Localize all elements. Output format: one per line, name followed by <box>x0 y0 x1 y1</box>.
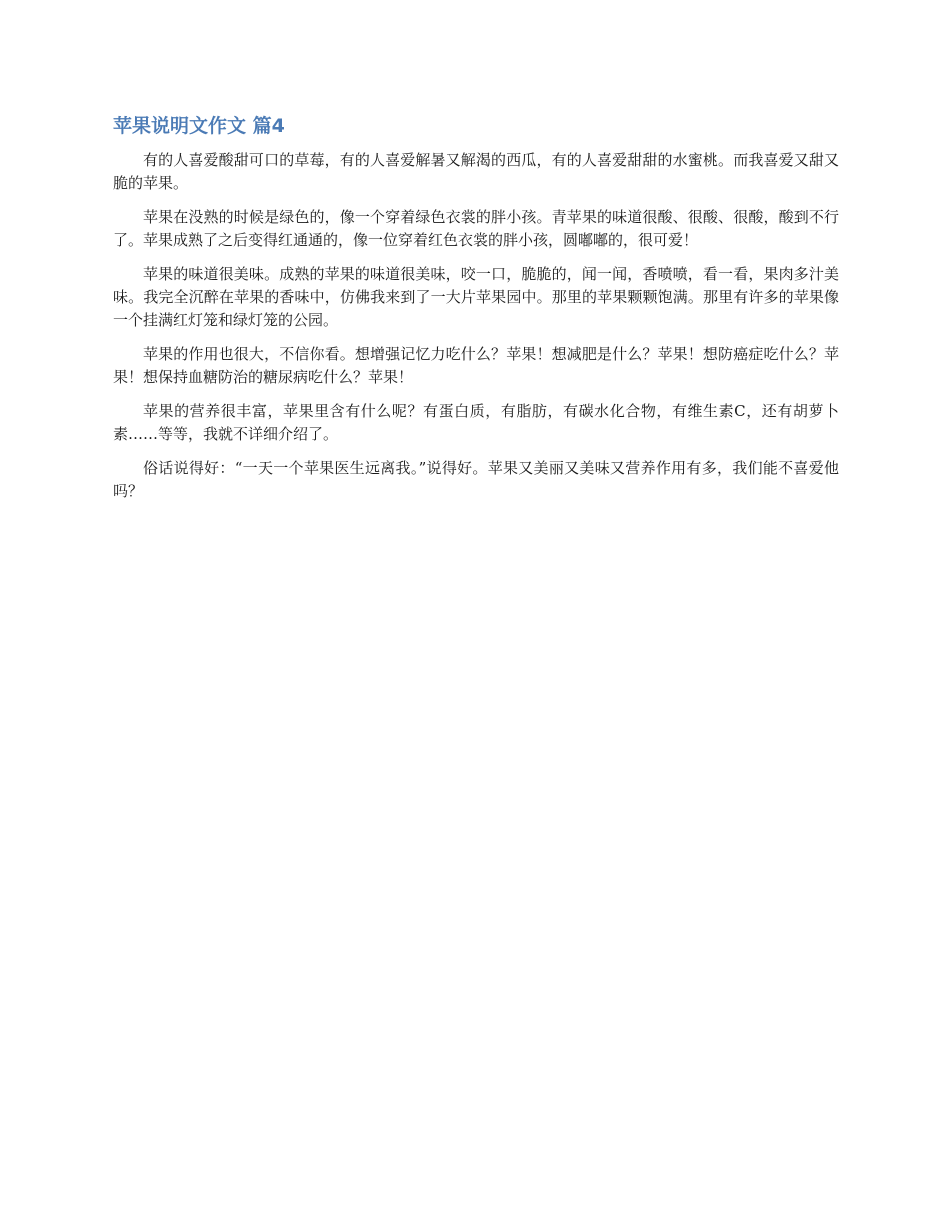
paragraph-2: 苹果在没熟的时候是绿色的，像一个穿着绿色衣裳的胖小孩。青苹果的味道很酸、很酸、很酸，酸到不行了。苹果成熟了之后变得红通通的，像一位穿着红色衣裳的胖小孩，圆嘟嘟的，很可爱！ <box>113 208 839 249</box>
document-heading: 苹果说明文作文 篇4 <box>113 115 285 137</box>
paragraph-6: 俗话说得好：“一天一个苹果医生远离我。”说得好。苹果又美丽又美味又营养作用有多，我们能不喜爱他吗？ <box>113 459 839 500</box>
paragraph-3: 苹果的味道很美味。成熟的苹果的味道很美味，咬一口，脆脆的，闻一闻，香喷喷，看一看，果肉多汁美味。我完全沉醉在苹果的香味中，仿佛我来到了一大片苹果园中。那里的苹果颗颗饱满。那里有许多的苹果像一个挂满红灯笼和绿灯笼的公园。 <box>113 265 839 329</box>
paragraph-1: 有的人喜爱酸甜可口的草莓，有的人喜爱解暑又解渴的西瓜，有的人喜爱甜甜的水蜜桃。而我喜爱又甜又脆的苹果。 <box>113 151 839 192</box>
paragraph-5: 苹果的营养很丰富，苹果里含有什么呢？有蛋白质，有脂肪，有碳水化合物，有维生素C，还有胡萝卜素……等等，我就不详细介绍了。 <box>113 402 839 443</box>
document-body <box>113 112 839 514</box>
paragraph-4: 苹果的作用也很大，不信你看。想增强记忆力吃什么？苹果！想减肥是什么？苹果！想防癌症吃什么？苹果！想保持血糖防治的糖尿病吃什么？苹果！ <box>113 345 839 386</box>
